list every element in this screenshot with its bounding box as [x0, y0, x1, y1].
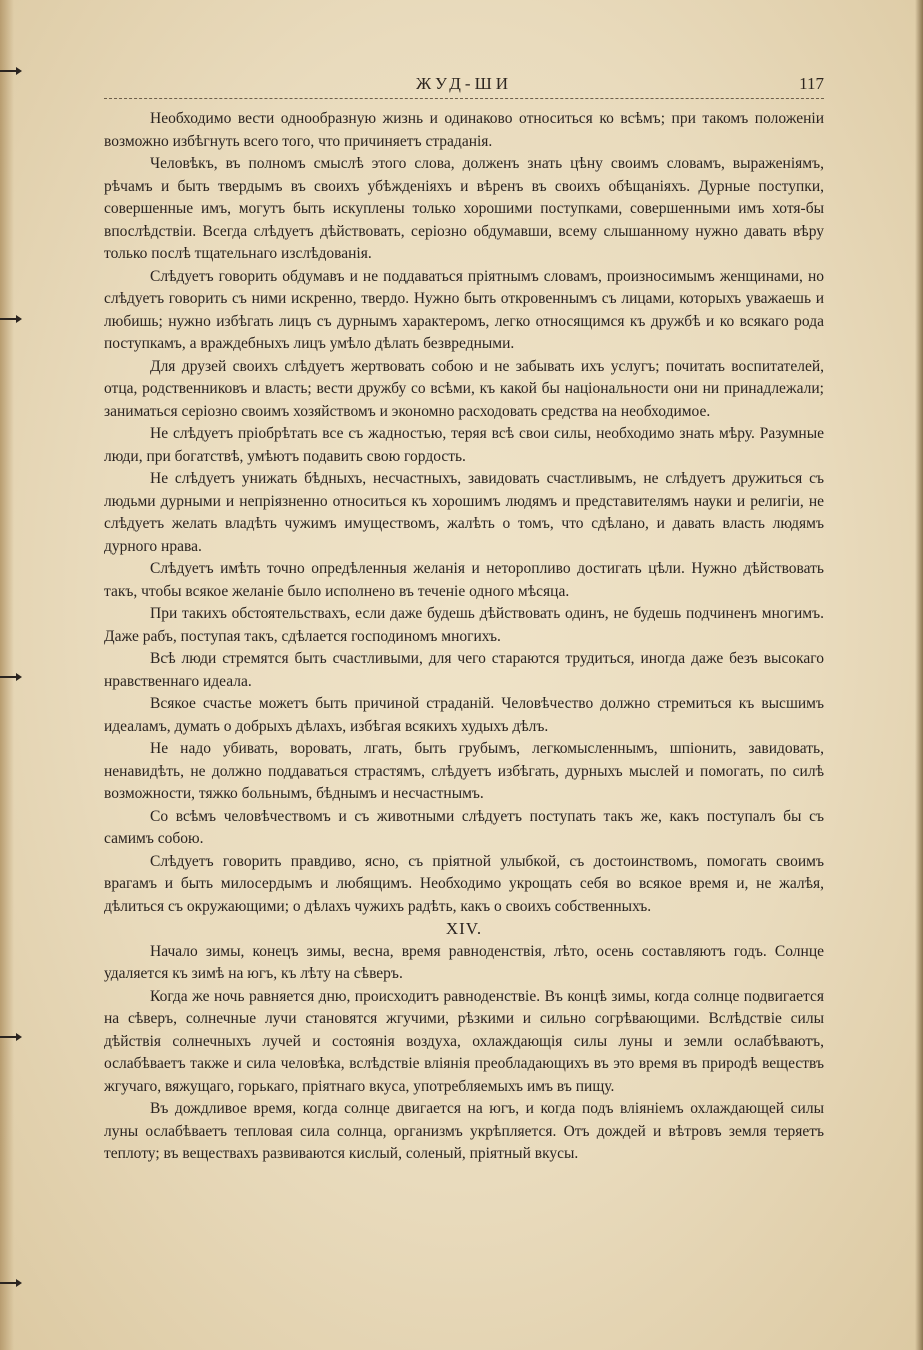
section-heading: XIV.	[445, 919, 483, 938]
paragraph: Не надо убивать, воровать, лгать, быть грубымъ, легкомысленнымъ, шпiонить, завидовать, ненавидѣть, не должно поддаваться страстямъ, слѣдуетъ избѣгать, дурныхъ мыслей и помогать, по силѣ возможности, тяжко больнымъ, бѣднымъ и несчастнымъ.	[104, 740, 824, 802]
paragraph: Не слѣдуетъ прiобрѣтать все съ жадностью, теряя всѣ свои силы, необходимо знать мѣру. Разумные люди, при богатствѣ, умѣютъ подавить свою гордость.	[104, 425, 824, 465]
paragraph: Когда же ночь равняется дню, происходитъ равноденствiе. Въ концѣ зимы, когда солнце подвигается на сѣверъ, солнечные лучи становятся жгучими, рѣзкими и сильно согрѣвающими. Вслѣдствiе силы дѣйствiя солнечныхъ лучей и состоянiя воздуха, охлаждающiя силы луны и земли ослабѣваютъ, ослабѣваетъ также и сила человѣка, вслѣдствiе влiянiя преобладающихъ въ это время въ природѣ веществъ жгучаго, вяжущаго, горькаго, прiятнаго вкуса, употребляемыхъ имъ въ пищу.	[104, 987, 824, 1095]
paragraph: Слѣдуетъ говорить правдиво, ясно, съ прiятной улыбкой, съ достоинствомъ, помогать своимъ врагамъ и быть милосердымъ и любящимъ. Необходимо укрощать себя во всякое время и, не жалѣя, дѣлиться съ окружающими; о дѣлахъ чужихъ радѣть, какъ о своихъ собственныхъ.	[104, 852, 824, 915]
margin-tick-mark	[0, 318, 18, 320]
paragraph: Всѣ люди стремятся быть счастливыми, для чего стараются трудиться, иногда даже безъ высокаго нравственнаго идеала.	[104, 650, 824, 690]
page-header	[104, 72, 824, 99]
paragraph: Слѣдуетъ говорить обдумавъ и не поддаваться прiятнымъ словамъ, произносимымъ женщинами, но слѣдуетъ говорить съ ними искренно, твердо. Нужно быть откровеннымъ съ лицами, которыхъ уважаешь и любишь; нужно избѣгать лицъ съ дурнымъ характеромъ, легко относящимся къ дружбѣ и ко всякаго рода поступкамъ, а враждебныхъ лицъ умѣло дѣлать безвредными.	[104, 267, 824, 352]
paragraph: Всякое счастье можетъ быть причиной страданiй. Человѣчество должно стремиться къ высшимъ идеаламъ, думать о добрыхъ дѣлахъ, избѣгая всякихъ худыхъ дѣлъ.	[104, 695, 824, 735]
margin-tick-mark	[0, 676, 18, 678]
paragraph: При такихъ обстоятельствахъ, если даже будешь дѣйствовать одинъ, не будешь подчиненъ многимъ. Даже рабъ, поступая такъ, сдѣлается господиномъ многихъ.	[104, 605, 824, 645]
body-text	[104, 108, 824, 1166]
page-right-edge	[915, 0, 923, 1350]
paragraph: Необходимо вести однообразную жизнь и одинаково относиться ко всѣмъ; при такомъ положенiи возможно избѣгнуть всего того, что причиняетъ страданiя.	[104, 110, 824, 150]
margin-tick-mark	[0, 70, 18, 72]
margin-tick-mark	[0, 1036, 18, 1038]
paragraph: Начало зимы, конецъ зимы, весна, время равноденствiя, лѣто, осень составляютъ годъ. Солнце удаляется къ зимѣ на югъ, къ лѣту на сѣверъ.	[104, 942, 824, 982]
running-title: ЖУД-ШИ	[416, 74, 512, 93]
page-number: 117	[799, 74, 824, 93]
paragraph: Слѣдуетъ имѣть точно опредѣленныя желанiя и неторопливо достигать цѣли. Нужно дѣйствовать такъ, чтобы всякое желанiе было исполнено въ теченiе одного мѣсяца.	[104, 560, 824, 600]
page-left-edge	[0, 0, 14, 1350]
margin-tick-mark	[0, 1282, 18, 1284]
paragraph: Человѣкъ, въ полномъ смыслѣ этого слова, долженъ знать цѣну своимъ словамъ, выраженiямъ, рѣчамъ и быть твердымъ въ своихъ убѣжденiяхъ и вѣренъ въ своихъ обѣщанiяхъ. Дурные поступки, совершенные имъ, могутъ быть искуплены только хорошими поступками, совершенными имъ хотя-бы впослѣдствiи. Всегда слѣдуетъ дѣйствовать, серiозно обдумавши, всему слышанному нужно давать вѣру только послѣ тщательнаго изслѣдованiя.	[104, 155, 824, 262]
paragraph: Въ дождливое время, когда солнце двигается на югъ, и когда подъ влiянiемъ охлаждающей силы луны ослабѣваетъ тепловая сила солнца, организмъ укрѣпляется. Отъ дождей и вѣтровъ земля теряетъ теплоту; въ веществахъ развиваются кислый, соленый, прiятный вкусы.	[104, 1100, 824, 1162]
paragraph: Для друзей своихъ слѣдуетъ жертвовать собою и не забывать ихъ услугъ; почитать воспитателей, отца, родственниковъ и власть; вести дружбу со всѣми, къ какой бы нацiональности они ни принадлежали; заниматься серiозно своимъ хозяйствомъ и экономно расходовать средства на необходимое.	[104, 357, 824, 420]
paragraph: Со всѣмъ человѣчествомъ и съ животными слѣдуетъ поступать такъ же, какъ поступалъ бы съ самимъ собою.	[104, 807, 824, 847]
paragraph: Не слѣдуетъ унижать бѣдныхъ, несчастныхъ, завидовать счастливымъ, не слѣдуетъ дружиться съ людьми дурными и непрiязненно относиться къ хорошимъ людямъ и представителямъ науки и религiи, не слѣдуетъ желать владѣть чужимъ имуществомъ, жалѣть о томъ, что сдѣлано, и давать власть людямъ дурного нрава.	[104, 470, 824, 555]
